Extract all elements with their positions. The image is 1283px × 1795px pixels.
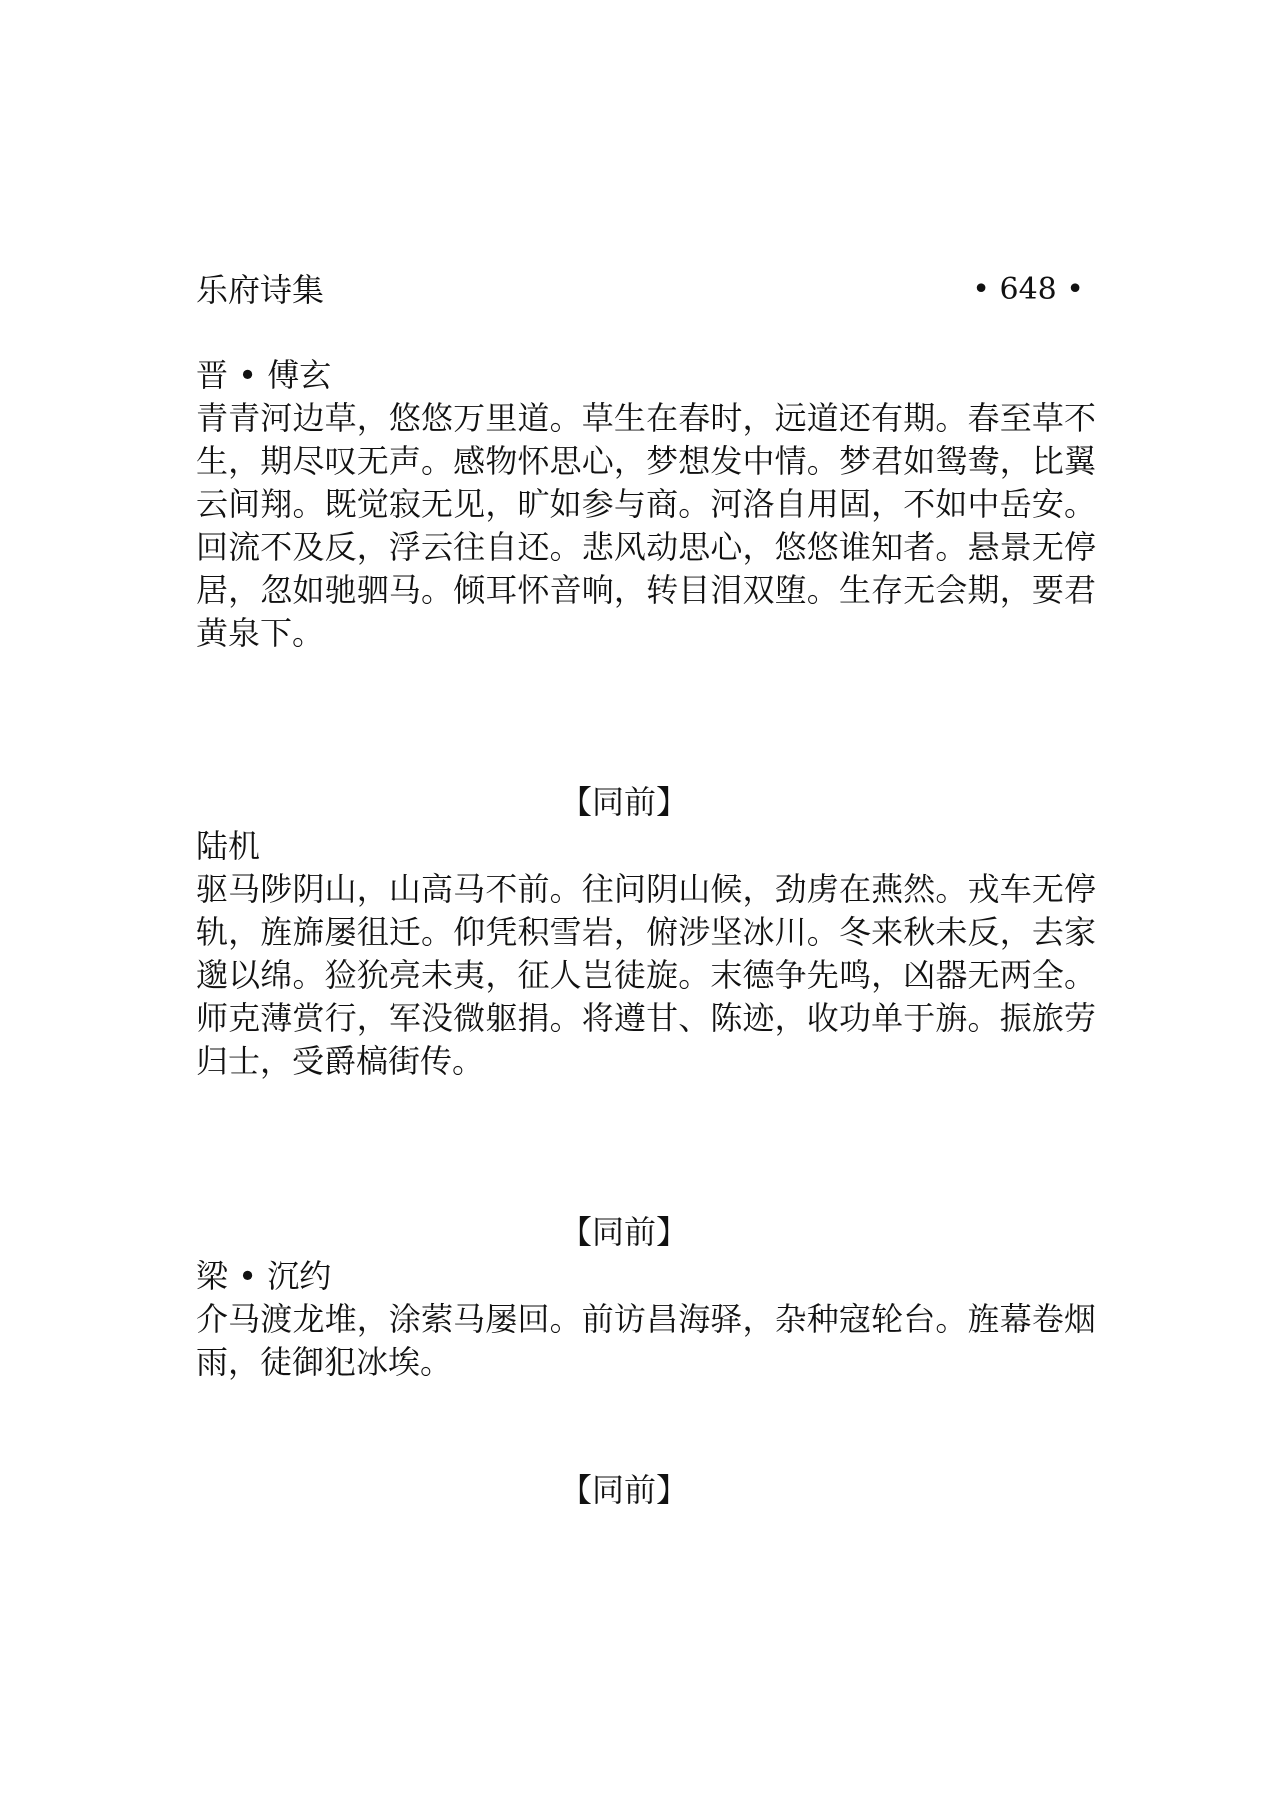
poem-author: 晋 • 傅玄 [196,356,332,394]
page-header [196,268,1084,312]
poem-text: 驱马陟阴山，山高马不前。往问阴山候，劲虏在燕然。戎车无停轨，旌旆屡徂迁。仰凭积雪岩，俯涉坚冰川。冬来秋未反，去家邈以绵。猃狁亮未夷，征人岂徒旋。末德争先鸣，凶器无两全。师克薄赏行，军没微躯捐。将遵甘、陈迹，收功单于旃。振旅劳归士，受爵槁街传。 [196,870,1096,1080]
poem-fu-xuan [196,353,1126,655]
poem-lu-ji [196,824,1126,1083]
section-title: 【同前】 [560,1213,689,1251]
poem-text: 介马渡龙堆，涂萦马屡回。前访昌海驿，杂种寇轮台。旌幕卷烟雨，徒御犯冰埃。 [196,1300,1096,1381]
poem-author: 梁 • 沉约 [196,1257,332,1295]
poem-text: 青青河边草，悠悠万里道。草生在春时，远道还有期。春至草不生，期尽叹无声。感物怀思心，梦想发中情。梦君如鸳鸯，比翼云间翔。既觉寂无见，旷如参与商。河洛自用固，不如中岳安。回流不及反，浮云往自还。悲风动思心，悠悠谁知者。悬景无停居，忽如驰驷马。倾耳怀音响，转目泪双堕。生存无会期，要君黄泉下。 [196,399,1096,652]
poem-author: 陆机 [196,827,261,865]
book-title: 乐府诗集 [196,271,325,309]
section-title: 【同前】 [560,783,689,821]
page-number: • 648 • [972,272,1084,307]
poem-shen-yue [196,1254,1126,1384]
section-title: 【同前】 [560,1471,689,1509]
